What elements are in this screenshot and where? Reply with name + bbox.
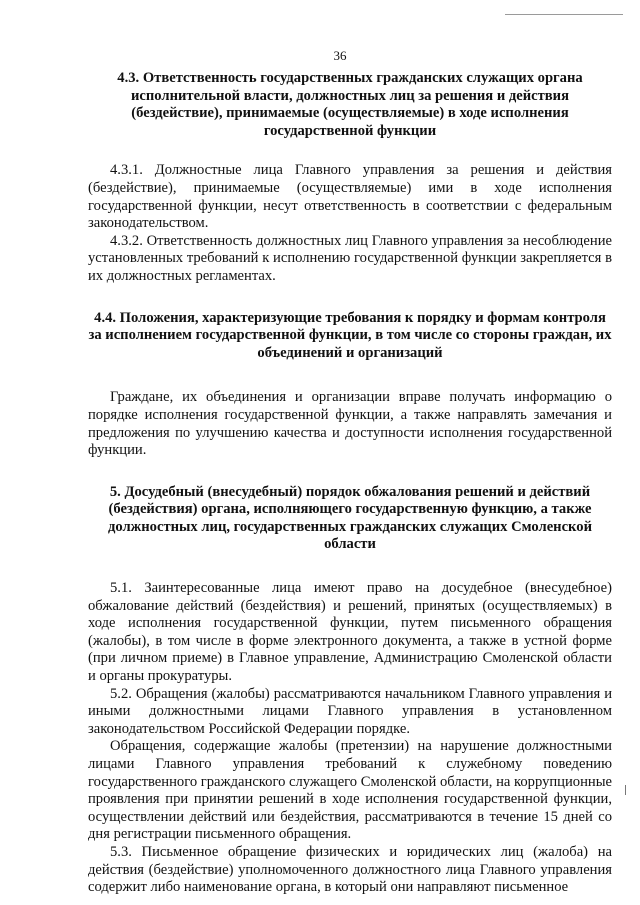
paragraph-5-2: 5.2. Обращения (жалобы) рассматриваются начальником Главного управления и иными должностными лицами Главного управления в установленном законодательством Российской Федерации порядке. (88, 685, 612, 737)
top-rule (505, 14, 623, 15)
margin-mark (625, 785, 629, 795)
document-body (88, 70, 612, 897)
paragraph-4-4: Граждане, их объединения и организации вправе получать информацию о порядке исполнения государственной функции, а также направлять замечания и предложения по улучшению качества и доступности исполнения государственной функции. (88, 389, 612, 459)
section-heading-4-4: 4.4. Положения, характеризующие требования к порядку и формам контроля за исполнением государственной функции, в том числе со стороны граждан, их объединений и организаций (88, 309, 612, 361)
paragraph-5-2-complaints: Обращения, содержащие жалобы (претензии) на нарушение должностными лицами Главного управления требований к служебному поведению государственного гражданского служащего Смоленской области, на коррупционные проявления при принятии решений в ходе исполнения государственной функции, осуществлении действий или бездействия, рассматриваются в течение 15 дней со дня регистрации письменного обращения. (88, 738, 612, 843)
paragraph-5-1: 5.1. Заинтересованные лица имеют право на досудебное (внесудебное) обжалование действий (бездействия) и решений, принятых (осуществляемых) в ходе исполнения государственной функции, путем письменного обращения (жалобы), в том числе в форме электронного документа, а также в устной форме (при личном приеме) в Главное управление, Администрацию Смоленской области и органы прокуратуры. (88, 580, 612, 685)
paragraph-4-3-1: 4.3.1. Должностные лица Главного управления за решения и действия (бездействие), принимаемые (осуществляемые) ими в ходе исполнения государственной функции, несут ответственность в соответствии с федеральным законодательством. (88, 162, 612, 232)
section-heading-4-3: 4.3. Ответственность государственных гражданских служащих органа исполнительной власти, должностных лиц за решения и действия (бездействие), принимаемые (осуществляемые) в ходе исполнения государственной функции (117, 70, 583, 139)
page-number: 36 (333, 48, 347, 63)
paragraph-4-3-2: 4.3.2. Ответственность должностных лиц Главного управления за несоблюдение установленных требований к исполнению государственной функции закрепляется в их должностных регламентах. (88, 232, 612, 284)
section-heading-5: 5. Досудебный (внесудебный) порядок обжалования решений и действий (бездействия) органа, исполняющего государственную функцию, а также должностных лиц, государственных гражданских служащих Смоленской области (108, 483, 592, 553)
paragraph-5-3: 5.3. Письменное обращение физических и юридических лиц (жалоба) на действия (бездействие) уполномоченного должностного лица Главного управления содержит либо наименование органа, в который они направляют письменное (88, 843, 612, 896)
